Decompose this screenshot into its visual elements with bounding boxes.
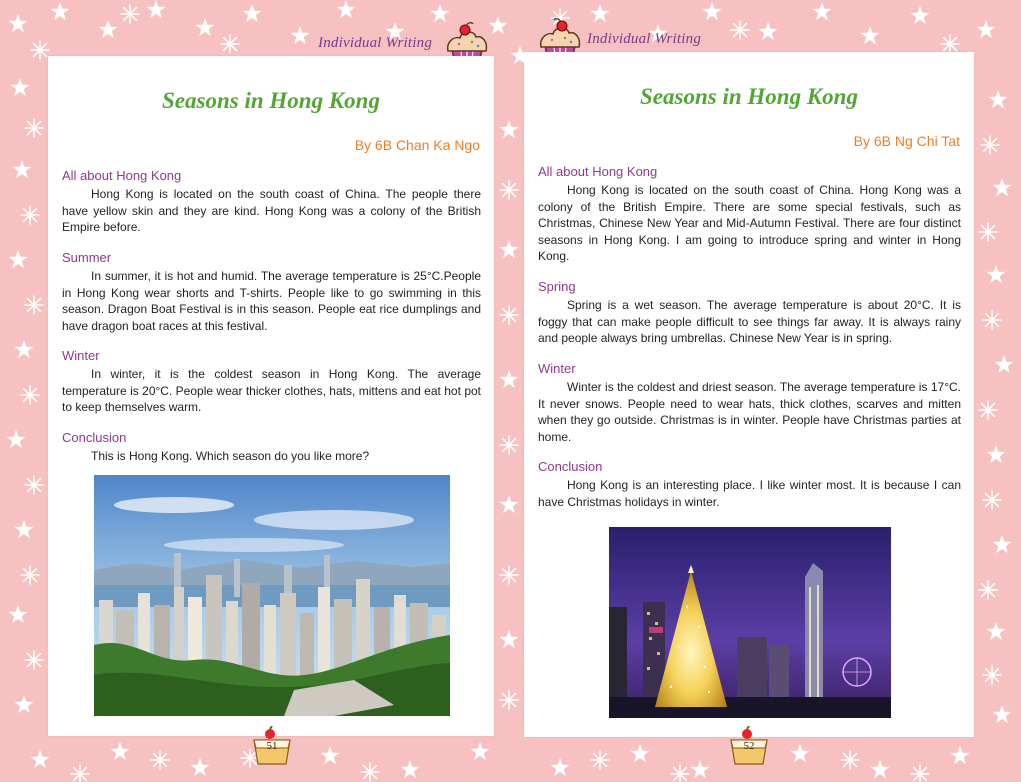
christmas-tree-night-photo (609, 527, 891, 718)
section-body: In summer, it is hot and humid. The average temperature is 25°C.People in Hong Kong wear shorts and T-shirts. People like to go swimming in this season. Dragon Boat Festival is in this season. People eat rice dumplings and have dragon boat races at this festival. (62, 269, 481, 333)
left-page-title: Seasons in Hong Kong (162, 88, 380, 113)
right-section-conclusion (538, 458, 961, 510)
section-body: Hong Kong is located on the south coast of China. The people there have yellow skin and they are kind. Hong Kong was a colony of the British Empire before. (62, 187, 481, 234)
section-heading: Winter (538, 361, 576, 376)
section-heading: Summer (62, 250, 112, 265)
hong-kong-skyline-photo (94, 475, 450, 716)
section-body: Hong Kong is located on the south coast of China. Hong Kong was a colony of the British Empire. There are some special festivals, such as Christmas, Chinese New Year and Mid-Autumn Festival. There are four distinct seasons in Hong Kong. I am going to introduce spring and winter in Hong Kong. (538, 183, 961, 263)
right-header-label: Individual Writing (587, 31, 702, 47)
left-page-number-badge (250, 726, 294, 766)
right-page-number: 52 (743, 740, 755, 752)
right-section-spring (538, 278, 961, 347)
left-section-conclusion (62, 429, 481, 465)
section-heading: Conclusion (538, 459, 603, 474)
right-page (524, 52, 974, 737)
left-section-about (62, 167, 481, 236)
section-heading: All about Hong Kong (538, 164, 658, 179)
section-body: Spring is a wet season. The average temperature is about 20°C. It is foggy that can make people difficult to see things far away. It is always rainy and people always bring umbrellas. Chinese New Year is in spring. (538, 298, 961, 345)
section-heading: Winter (62, 348, 100, 363)
right-author-byline: By 6B Ng Chi Tat (853, 133, 960, 149)
right-page-title: Seasons in Hong Kong (640, 84, 858, 109)
left-page (48, 56, 494, 736)
left-section-summer (62, 249, 481, 334)
left-section-winter (62, 347, 481, 416)
left-page-number: 51 (266, 740, 278, 752)
left-author-byline: By 6B Chan Ka Ngo (354, 137, 480, 153)
left-header-label: Individual Writing (318, 35, 433, 51)
section-heading: Conclusion (62, 430, 127, 445)
section-body: Hong Kong is an interesting place. I like winter most. It is because I can have Christmas holidays in winter. (538, 478, 961, 509)
right-section-about (538, 163, 961, 265)
section-heading: All about Hong Kong (62, 168, 182, 183)
right-section-winter (538, 360, 961, 445)
section-heading: Spring (538, 279, 576, 294)
section-body: In winter, it is the coldest season in Hong Kong. The average temperature is 20°C. People wear thicker clothes, hats, mittens and eat hot pot to keep themselves warm. (62, 367, 481, 414)
section-body: This is Hong Kong. Which season do you like more? (91, 449, 370, 463)
right-page-number-badge (727, 726, 771, 766)
section-body: Winter is the coldest and driest season. The average temperature is 17°C. It never snows. People need to wear hats, thick clothes, scarves and mitten when they go outside. Christmas is in winter. People have Christmas parties at home. (538, 380, 961, 444)
